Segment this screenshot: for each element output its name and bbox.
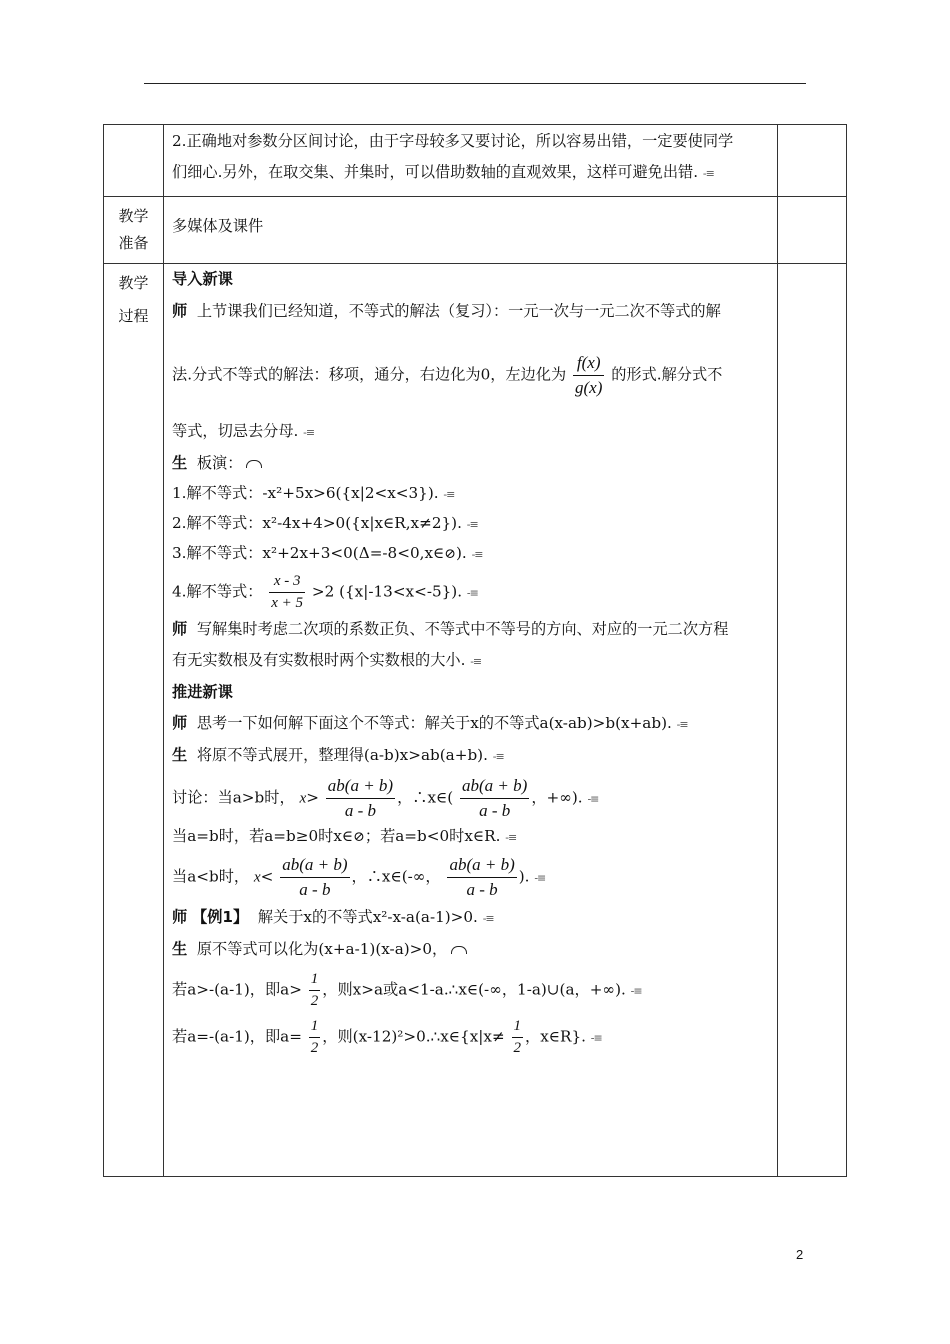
student-line: 生 原不等式可以化为(x+a-1)(x-a)>0，: [172, 934, 769, 965]
discussion-case-2: 当a=b时，若a=b≥0时x∈⊘；若a=b<0时x∈R. -≡: [172, 827, 517, 845]
example-case-1: 若a>-(a-1)，即a> $\frac{1}{2}$ ，则x>a或a<1-a.∴x∈(-∞，1-a)∪(a，+∞). -≡: [172, 971, 642, 1009]
remarks-cell: [778, 125, 847, 197]
process-content: [164, 264, 778, 1177]
teacher-line: 师 上节课我们已经知道，不等式的解法（复习）：一元一次与一元二次不等式的解: [172, 302, 721, 320]
row-label-prep: 教学 准备: [104, 197, 164, 264]
exercise-2: 2.解不等式：x²-4x+4>0({x|x∈R,x≠2}). -≡: [172, 514, 478, 532]
example-case-2: 若a=-(a-1)，即a= $\frac{1}{2}$ ，则(x-12)²>0.∴x∈{x|x≠ $\frac{1}{2}$ ，x∈R}. -≡: [172, 1018, 602, 1056]
prep-text: 多媒体及课件: [172, 217, 264, 235]
difficulty-content: [164, 125, 778, 197]
content-line: 有无实数根及有实数根时两个实数根的大小. -≡: [172, 651, 482, 669]
remarks-cell: [778, 264, 847, 1177]
content-line: 2.正确地对参数分区间讨论，由于字母较多又要讨论，所以容易出错，一定要使同学: [172, 132, 734, 150]
row-label-process: 教学 过程: [104, 264, 164, 1177]
fraction-f-over-g: $\frac{f(x)}{g(x)}$: [575, 353, 603, 397]
page-number: 2: [796, 1247, 804, 1262]
discussion-case-3: 当a<b时， x< $\frac{ab(a + b)}{a - b}$ ，∴x∈(-∞， $\frac{ab(a + b)}{a - b}$ ). -≡: [172, 855, 546, 899]
teacher-line: 师 写解集时考虑二次项的系数正负、不等式中不等号的方向、对应的一元二次方程: [172, 620, 729, 638]
content-line: 们细心.另外，在取交集、并集时，可以借助数轴的直观效果，这样可避免出错. -≡: [172, 163, 714, 181]
remarks-cell: [778, 197, 847, 264]
teacher-line-example: 师 【例1】 解关于x的不等式x²-x-a(a-1)>0. -≡: [172, 908, 494, 926]
discussion-case-1: 讨论：当a>b时， x> $\frac{ab(a + b)}{a - b}$ ，∴x∈( $\frac{ab(a + b)}{a - b}$ ，+∞). -≡: [172, 776, 599, 820]
lesson-plan-table: [103, 124, 847, 1177]
prep-content: [164, 197, 778, 264]
fraction-ab: $\frac{ab(a + b)}{a - b}$: [327, 776, 394, 820]
fraction-ab: $\frac{ab(a + b)}{a - b}$: [282, 855, 348, 899]
fraction-ab: $\frac{ab(a + b)}{a - b}$: [462, 776, 528, 820]
teacher-line: 师 思考一下如何解下面这个不等式：解关于x的不等式a(x-ab)>b(x+ab). -≡: [172, 714, 688, 732]
header-rule: [144, 83, 806, 84]
exercise-4: 4.解不等式： $\frac{x - 3}{x + 5}$ >2 ({x|-13<x<-5}). -≡: [172, 573, 478, 611]
table-row-process: [104, 264, 847, 1177]
table-row-difficulty-continued: [104, 125, 847, 197]
section-heading-new: 推进新课: [172, 683, 233, 701]
fraction-ab: $\frac{ab(a + b)}{a - b}$: [449, 855, 515, 899]
student-line: 生 板演：: [172, 448, 769, 479]
content-line: 法.分式不等式的解法：移项，通分，右边化为0，左边化为 $\frac{f(x)}{g(x)}$ 的形式.解分式不: [172, 353, 723, 397]
fraction-half: $\frac{1}{2}$: [310, 971, 319, 1009]
student-line: 生 将原不等式展开，整理得(a-b)x>ab(a+b). -≡: [172, 746, 504, 764]
table-row-prep: [104, 197, 847, 264]
content-line: 等式，切忌去分母. -≡: [172, 422, 315, 440]
exercise-1: 1.解不等式：-x²+5x>6({x|2<x<3}). -≡: [172, 484, 455, 502]
section-heading-intro: 导入新课: [172, 270, 233, 288]
fraction-ex4: $\frac{x - 3}{x + 5}$: [271, 573, 304, 611]
fraction-half: $\frac{1}{2}$: [513, 1018, 522, 1056]
exercise-3: 3.解不等式：x²+2x+3<0(Δ=-8<0,x∈⊘). -≡: [172, 544, 483, 562]
label-cell-empty: [104, 125, 164, 197]
fraction-half: $\frac{1}{2}$: [310, 1018, 319, 1056]
